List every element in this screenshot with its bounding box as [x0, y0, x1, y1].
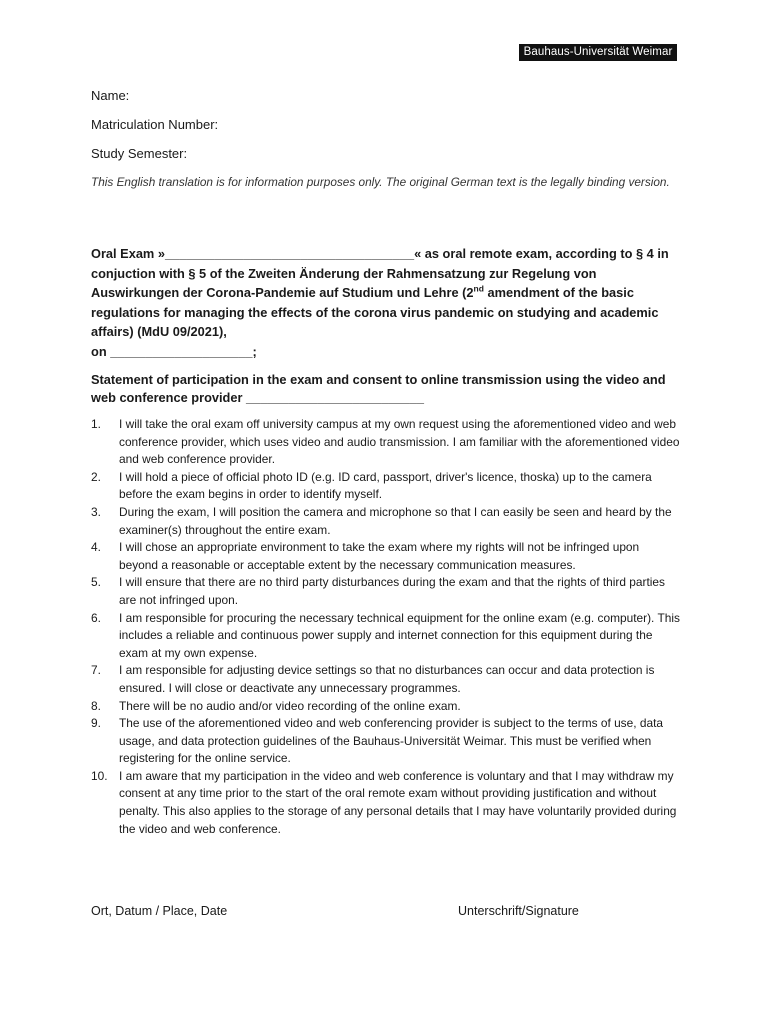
consent-item	[91, 574, 681, 609]
oral-exam-superscript: nd	[473, 283, 484, 294]
consent-item-text: I am responsible for procuring the necessary technical equipment for the online exam (e.g. computer). This includes a reliable and continuous power supply and internet connection for this equipment during the exam at my own expense.	[119, 610, 680, 660]
consent-item-number: 10.	[91, 768, 108, 783]
consent-item	[91, 610, 681, 663]
consent-item	[91, 416, 681, 469]
place-date-label: Ort, Datum / Place, Date	[91, 904, 228, 918]
consent-item	[91, 715, 681, 768]
consent-item-number: 6.	[91, 610, 101, 625]
consent-item-number: 3.	[91, 504, 101, 519]
consent-item-text: I will take the oral exam off university campus at my own request using the aforementioned video and web conference provider, which uses video and audio transmission. I am familiar with the aforementioned video and web conference provider.	[119, 417, 680, 467]
consent-item-number: 7.	[91, 663, 101, 678]
statement-heading: Statement of participation in the exam and consent to online transmission using the video and web conference provider _________________________	[91, 372, 666, 405]
consent-item	[91, 662, 681, 697]
consent-item-number: 4.	[91, 540, 101, 555]
consent-item-text: There will be no audio and/or video recording of the online exam.	[119, 698, 461, 713]
consent-item-text: I will hold a piece of official photo ID (e.g. ID card, passport, driver's licence, thoska) up to the camera before the exam begins in order to identify myself.	[119, 469, 652, 502]
consent-item-number: 9.	[91, 716, 101, 731]
consent-item-number: 1.	[91, 417, 101, 431]
matriculation-field-label: Matriculation Number:	[91, 117, 219, 132]
consent-item-list	[91, 416, 681, 838]
consent-item-number: 2.	[91, 469, 101, 484]
consent-item-text: During the exam, I will position the camera and microphone so that I can easily be seen and heard by the examiner(s) throughout the entire exam.	[119, 504, 672, 537]
signature-label: Unterschrift/Signature	[458, 904, 579, 918]
consent-item-number: 8.	[91, 698, 101, 713]
oral-exam-text-part2: amendment of the basic regulations for managing the effects of the corona virus pandemic on studying and academic affairs) (MdU 09/2021),	[91, 285, 659, 339]
consent-item	[91, 698, 681, 716]
name-field-label: Name:	[91, 88, 130, 103]
semester-field-label: Study Semester:	[91, 146, 188, 161]
consent-item-text: I am aware that my participation in the video and web conference is voluntary and that I may withdraw my consent at any time prior to the start of the oral remote exam without providing justification and without penalty. This also applies to the storage of any personal details that I may have voluntarily provided during the video and web conference.	[119, 768, 677, 836]
consent-item	[91, 504, 681, 539]
consent-item	[91, 469, 681, 504]
consent-item	[91, 768, 681, 838]
consent-item-number: 5.	[91, 575, 101, 590]
oral-exam-paragraph	[91, 244, 681, 361]
consent-item-text: I am responsible for adjusting device settings so that no disturbances can occur and data protection is ensured. I will close or deactivate any unnecessary programmes.	[119, 663, 655, 695]
oral-exam-text-part1: Oral Exam »___________________________________« as oral remote exam, according to § 4 in conjuction with § 5 of the Zweiten Änderung der Rahmensatzung zur Regelung von Auswirkungen der Corona-Pandemie auf Studium und Lehre (2	[91, 246, 669, 300]
university-logo: Bauhaus-Universität Weimar	[519, 44, 677, 61]
consent-item-text: I will chose an appropriate environment to take the exam where my rights will not be infringed upon beyond a reasonable or acceptable extent by the necessary communication measures.	[119, 540, 640, 572]
consent-item-text: The use of the aforementioned video and web conferencing provider is subject to the terms of use, data usage, and data protection guidelines of the Bauhaus-Universität Weimar. This must be verified when registering for the online service.	[119, 716, 663, 766]
translation-disclaimer: This English translation is for information purposes only. The original German text is the legally binding version.	[91, 175, 670, 189]
oral-exam-date-line: on ____________________;	[91, 343, 257, 359]
consent-item	[91, 539, 681, 574]
consent-item-text: I will ensure that there are no third party disturbances during the exam and that the rights of third parties are not infringed upon.	[119, 575, 665, 607]
